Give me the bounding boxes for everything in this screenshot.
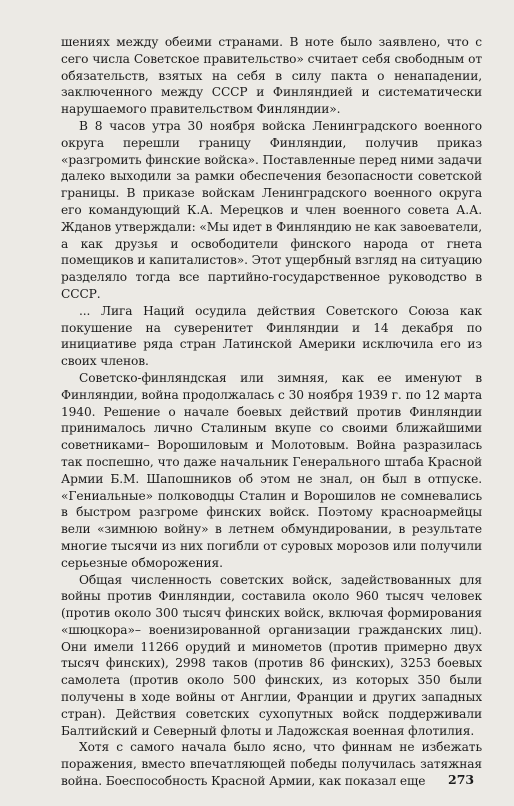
page-number: 273 [448,772,475,787]
page-body-text [61,34,482,790]
paragraph: Советско-финляндская или зимняя, как ее именуют в Финляндии, война продолжалась с 30 ноября 1939 г. по 12 марта 1940. Решение о начале боевых действий против Финляндии принималось лично Сталиным вкупе со своими ближайшими советниками– Ворошиловым и Молотовым. Война разразилась так поспешно, что даже начальник Генерального штаба Красной Армии Б.М. Шапошников об этом не знал, он был в отпуске. «Гениальные» полководцы Сталин и Ворошилов не сомневались в быстром разгроме финских войск. Поэтому красноармейцы вели «зимнюю войну» в летнем обмундировании, в результате многие тысячи из них погибли от суровых морозов или получили серьезные обморожения. [61,370,482,570]
paragraph: ... Лига Наций осудила действия Советского Союза как покушение на суверенитет Финляндии и 14 декабря по инициативе ряда стран Латинской Америки исключила его из своих членов. [61,303,482,369]
paragraph: шениях между обеими странами. В ноте было заявлено, что с сего числа Советское правительство» считает себя свободным от обязательств, взятых на себя в силу пакта о ненападении, заключенного между СССР и Финляндией и систематически нарушаемого правительством Финляндии». [61,35,482,117]
paragraph: В 8 часов утра 30 ноября войска Ленинградского военного округа перешли границу Финляндии, получив приказ «разгромить финские войска». Поставленные перед ними задачи далеко выходили за рамки обеспечения безопасности советской границы. В приказе войскам Ленинградского военного округа его командующий К.А. Мерецков и член военного совета А.А. Жданов утверждали: «Мы идет в Финляндию не как завоеватели, а как друзья и освободители финского народа от гнета помещиков и капиталистов». Этот ущербный взгляд на ситуацию разделяло тогда все партийно-государственное руководство в СССР. [61,118,482,301]
paragraph: Общая численность советских войск, задействованных для войны против Финляндии, составила около 960 тысяч человек (против около 300 тысяч финских войск, включая формирования «шюцкора»– военизированной организации гражданских лиц). Они имели 11266 орудий и минометов (против примерно двух тысяч финских), 2998 таков (против 86 финских), 3253 боевых самолета (против около 500 финских, из которых 350 были получены в ходе войны от Англии, Франции и других западных стран). Действия советских сухопутных войск поддерживали Балтийский и Северный флоты и Ладожская военная флотилия. [61,572,482,738]
paragraph: Хотя с самого начала было ясно, что финнам не избежать поражения, вместо впечатляющей победы получилась затяжная война. Боеспособность Красной Армии, как показал еще [61,740,482,789]
